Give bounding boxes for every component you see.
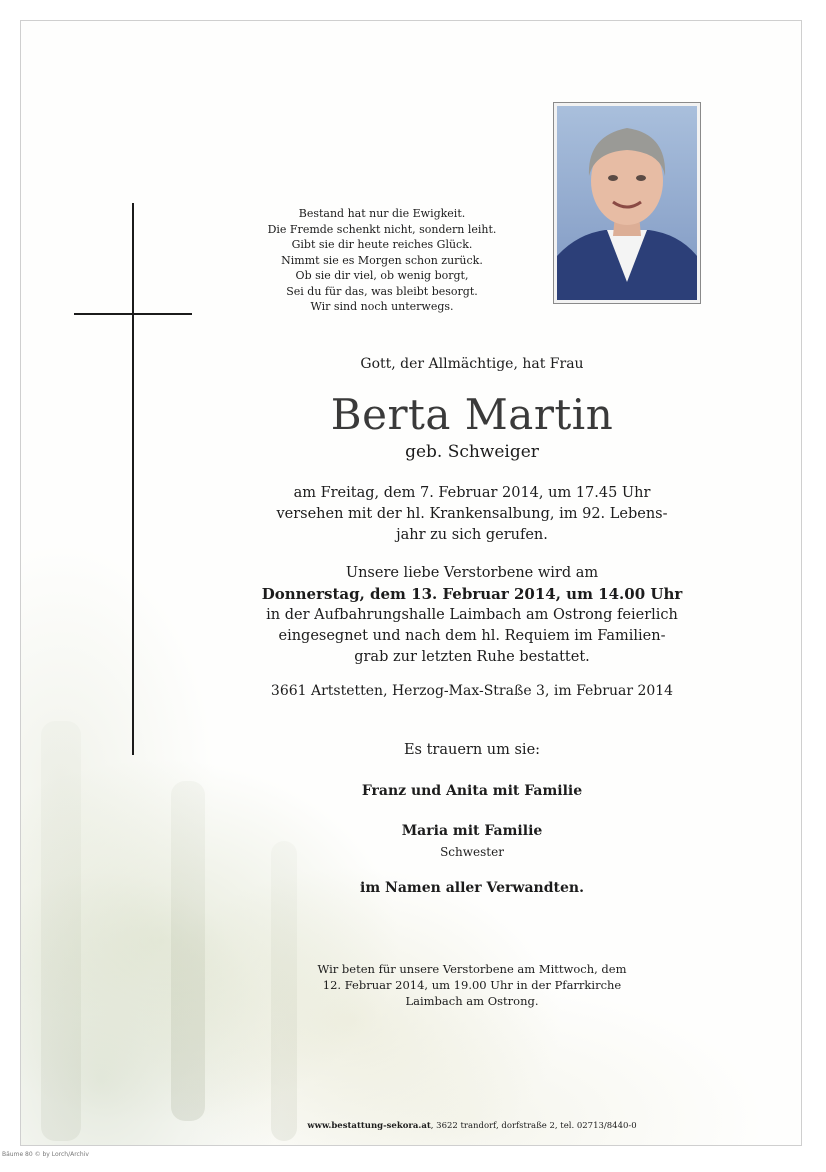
mourner-family-1: Franz und Anita mit Familie: [361, 783, 583, 799]
relatives-line: im Namen aller Verwandten.: [360, 880, 584, 896]
deceased-name: Berta Martin: [330, 390, 614, 439]
cross-vertical-bar: [132, 203, 134, 755]
cross-horizontal-bar: [74, 313, 192, 315]
footer-contact: , 3622 trandorf, dorfstraße 2, tel. 02713/8440-0: [430, 1121, 637, 1131]
funeral-line: Unsere liebe Verstorbene wird am: [345, 565, 599, 581]
poem-line: Wir sind noch unterwegs.: [310, 300, 454, 313]
mourners-heading: Es trauern um sie:: [403, 742, 541, 758]
announcement-intro: Gott, der Allmächtige, hat Frau: [360, 356, 584, 372]
background-tree-trunk: [41, 721, 81, 1141]
prayer-line: 12. Februar 2014, um 19.00 Uhr in der Pfarrkirche: [322, 978, 622, 992]
poem: [259, 206, 505, 315]
funeral-line: in der Aufbahrungshalle Laimbach am Ostrong feierlich: [266, 607, 678, 623]
footer: [221, 1121, 723, 1131]
prayer-line: Laimbach am Ostrong.: [405, 994, 539, 1008]
maiden-name: geb. Schweiger: [405, 442, 539, 462]
poem-line: Bestand hat nur die Ewigkeit.: [298, 207, 466, 220]
death-notice-line: versehen mit der hl. Krankensalbung, im 92. Lebens-: [276, 506, 668, 522]
funeral-notice: [221, 563, 723, 668]
funeral-line: grab zur letzten Ruhe bestattet.: [354, 649, 590, 665]
prayer-line: Wir beten für unsere Verstorbene am Mittwoch, dem: [317, 962, 627, 976]
prayer-notice: [221, 961, 723, 1009]
obituary-page: [20, 20, 802, 1146]
background-tree-trunk: [171, 781, 205, 1121]
portrait-photo: [553, 102, 701, 304]
image-copyright: Bäume 80 © by Lorch/Archiv: [2, 1151, 89, 1158]
poem-line: Gibt sie dir heute reiches Glück.: [291, 238, 473, 251]
death-notice-line: jahr zu sich gerufen.: [396, 527, 548, 543]
poem-line: Nimmt sie es Morgen schon zurück.: [281, 253, 483, 267]
funeral-line: eingesegnet und nach dem hl. Requiem im Familien-: [278, 628, 666, 644]
poem-line: Ob sie dir viel, ob wenig borgt,: [295, 269, 469, 282]
poem-line: Sei du für das, was bleibt besorgt.: [286, 284, 478, 298]
death-notice-line: am Freitag, dem 7. Februar 2014, um 17.45 Uhr: [293, 485, 651, 501]
address-line: 3661 Artstetten, Herzog-Max-Straße 3, im Februar 2014: [270, 683, 674, 699]
mourner-family-2-role: Schwester: [440, 845, 504, 859]
mourner-family-2: Maria mit Familie: [401, 823, 543, 839]
funeral-date: Donnerstag, dem 13. Februar 2014, um 14.00 Uhr: [261, 585, 683, 603]
portrait-image: [557, 106, 697, 300]
footer-website-link[interactable]: www.bestattung-sekora.at: [307, 1121, 431, 1131]
death-notice: [221, 483, 723, 546]
poem-line: Die Fremde schenkt nicht, sondern leiht.: [267, 222, 497, 236]
